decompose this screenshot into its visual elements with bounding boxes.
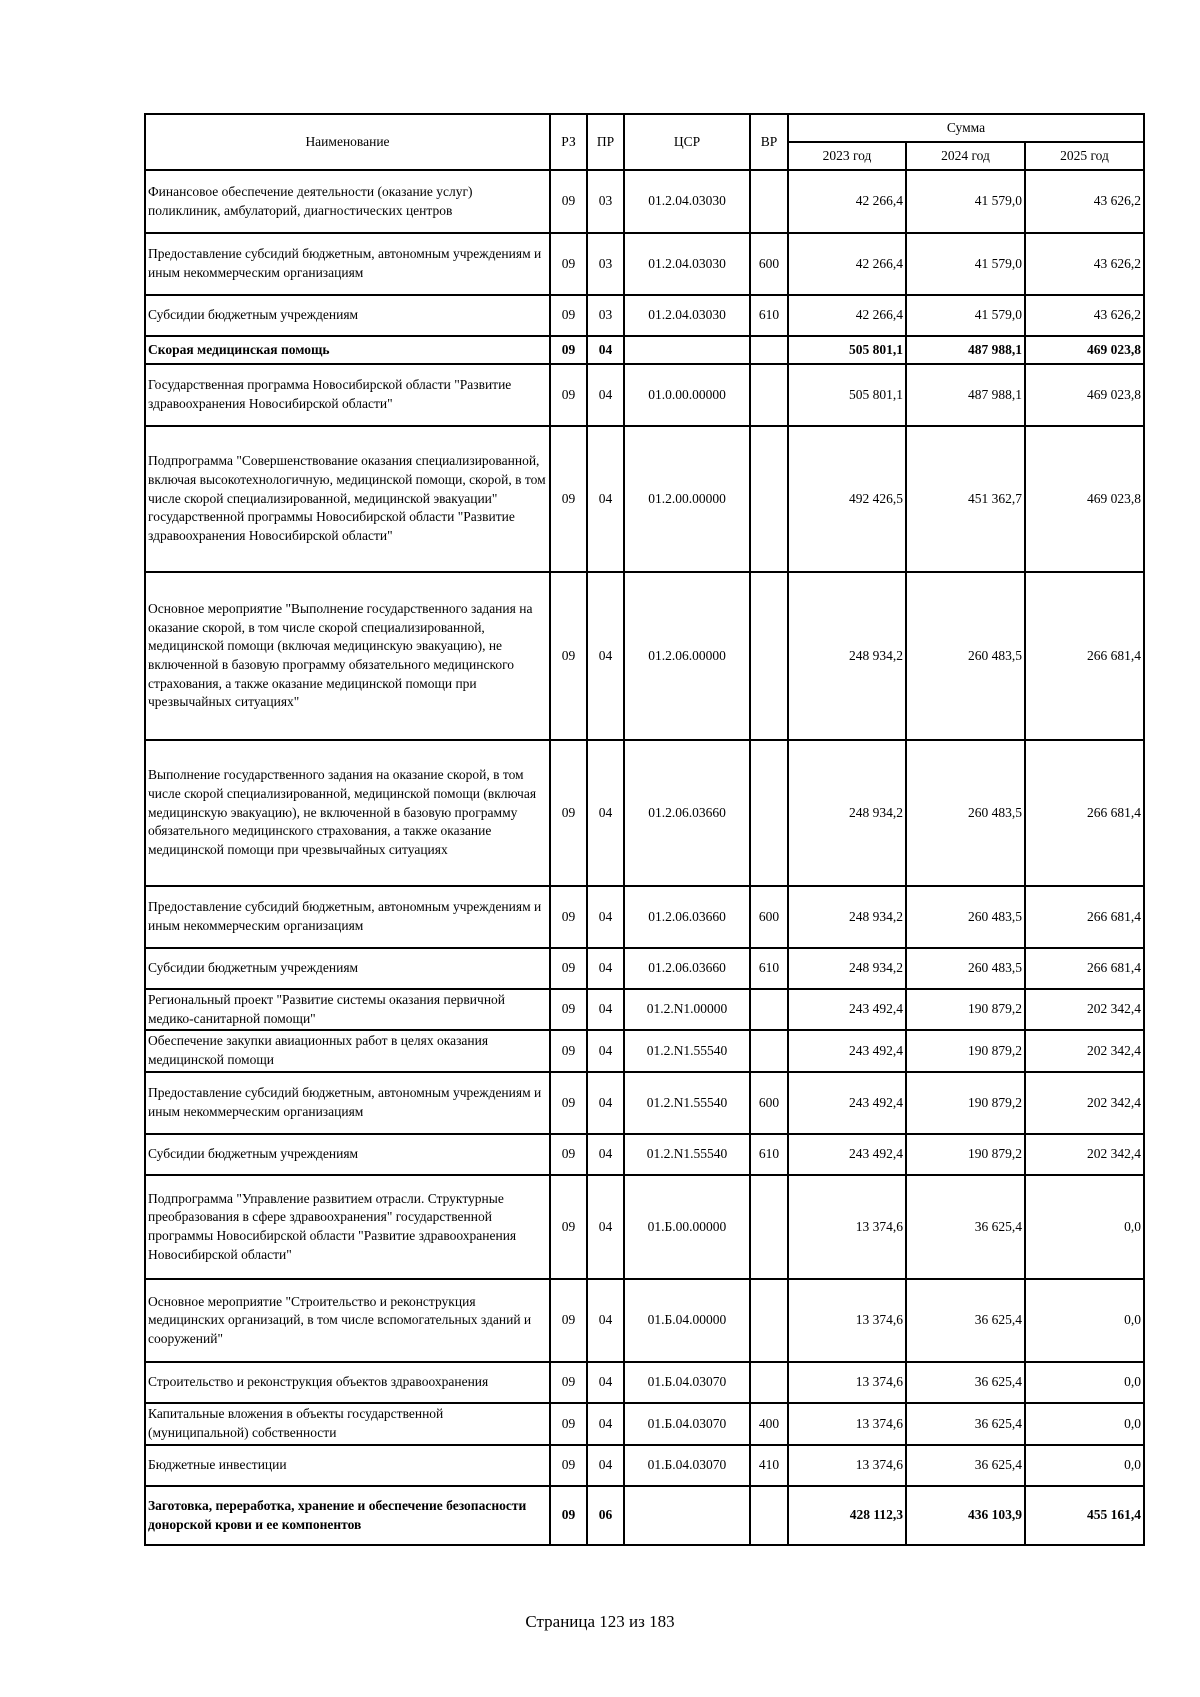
cell-csr: 01.2.04.03030 <box>624 295 750 336</box>
cell-2023: 428 112,3 <box>788 1486 906 1545</box>
cell-pr: 03 <box>587 233 624 295</box>
cell-vr: 610 <box>750 295 788 336</box>
cell-2023: 248 934,2 <box>788 886 906 948</box>
cell-name: Обеспечение закупки авиационных работ в целях оказания медицинской помощи <box>145 1030 550 1072</box>
cell-vr <box>750 1486 788 1545</box>
cell-csr: 01.Б.04.03070 <box>624 1403 750 1445</box>
cell-2025: 43 626,2 <box>1025 170 1144 233</box>
cell-csr: 01.Б.04.03070 <box>624 1445 750 1486</box>
table-row <box>145 886 1144 948</box>
cell-name: Основное мероприятие "Строительство и реконструкция медицинских организаций, в том числе вспомогательных зданий и сооружений" <box>145 1279 550 1362</box>
cell-name: Основное мероприятие "Выполнение государственного задания на оказание скорой, в том числе скорой специализированной, медицинской помощи (включая медицинскую эвакуацию), не включенной в базовую программу обязательного медицинского страхования, а также оказание медицинской помощи при чрезвычайных ситуациях" <box>145 572 550 740</box>
cell-csr: 01.2.00.00000 <box>624 426 750 572</box>
cell-csr: 01.2.06.03660 <box>624 948 750 989</box>
cell-2024: 36 625,4 <box>906 1445 1025 1486</box>
table-row <box>145 233 1144 295</box>
table-row <box>145 364 1144 426</box>
cell-2024: 190 879,2 <box>906 1134 1025 1175</box>
cell-pr: 04 <box>587 1362 624 1403</box>
cell-2024: 260 483,5 <box>906 948 1025 989</box>
cell-2025: 0,0 <box>1025 1403 1144 1445</box>
table-row <box>145 572 1144 740</box>
cell-2023: 243 492,4 <box>788 989 906 1030</box>
cell-rz: 09 <box>550 1072 587 1134</box>
cell-pr: 04 <box>587 1175 624 1279</box>
cell-vr <box>750 1030 788 1072</box>
header-vr: ВР <box>750 114 788 170</box>
table-row <box>145 295 1144 336</box>
cell-pr: 04 <box>587 364 624 426</box>
cell-2023: 13 374,6 <box>788 1362 906 1403</box>
table-row <box>145 948 1144 989</box>
cell-2024: 190 879,2 <box>906 1072 1025 1134</box>
cell-name: Строительство и реконструкция объектов здравоохранения <box>145 1362 550 1403</box>
cell-2025: 202 342,4 <box>1025 989 1144 1030</box>
table-body <box>145 170 1144 1545</box>
cell-name: Субсидии бюджетным учреждениям <box>145 295 550 336</box>
cell-vr <box>750 740 788 886</box>
table-row <box>145 1134 1144 1175</box>
cell-pr: 04 <box>587 886 624 948</box>
header-name: Наименование <box>145 114 550 170</box>
cell-2025: 469 023,8 <box>1025 364 1144 426</box>
cell-2024: 260 483,5 <box>906 572 1025 740</box>
cell-csr: 01.2.N1.55540 <box>624 1030 750 1072</box>
cell-pr: 04 <box>587 1279 624 1362</box>
table-row <box>145 1030 1144 1072</box>
cell-vr: 410 <box>750 1445 788 1486</box>
cell-csr: 01.2.N1.55540 <box>624 1072 750 1134</box>
cell-rz: 09 <box>550 336 587 364</box>
cell-2025: 266 681,4 <box>1025 886 1144 948</box>
table-row <box>145 1072 1144 1134</box>
table-row <box>145 740 1144 886</box>
cell-name: Предоставление субсидий бюджетным, автономным учреждениям и иным некоммерческим организациям <box>145 1072 550 1134</box>
cell-name: Капитальные вложения в объекты государственной (муниципальной) собственности <box>145 1403 550 1445</box>
cell-2023: 13 374,6 <box>788 1445 906 1486</box>
cell-2023: 505 801,1 <box>788 364 906 426</box>
cell-name: Государственная программа Новосибирской области "Развитие здравоохранения Новосибирской области" <box>145 364 550 426</box>
cell-2023: 243 492,4 <box>788 1134 906 1175</box>
cell-vr: 610 <box>750 1134 788 1175</box>
cell-name: Региональный проект "Развитие системы оказания первичной медико-санитарной помощи" <box>145 989 550 1030</box>
cell-2025: 455 161,4 <box>1025 1486 1144 1545</box>
cell-2023: 248 934,2 <box>788 740 906 886</box>
cell-2023: 248 934,2 <box>788 572 906 740</box>
cell-2023: 13 374,6 <box>788 1175 906 1279</box>
table-row <box>145 1362 1144 1403</box>
cell-pr: 04 <box>587 1072 624 1134</box>
cell-vr: 400 <box>750 1403 788 1445</box>
cell-rz: 09 <box>550 1279 587 1362</box>
cell-2024: 41 579,0 <box>906 170 1025 233</box>
cell-csr: 01.0.00.00000 <box>624 364 750 426</box>
cell-vr <box>750 572 788 740</box>
cell-rz: 09 <box>550 426 587 572</box>
cell-pr: 04 <box>587 572 624 740</box>
cell-csr: 01.2.06.03660 <box>624 886 750 948</box>
cell-2025: 266 681,4 <box>1025 572 1144 740</box>
cell-csr: 01.2.06.00000 <box>624 572 750 740</box>
cell-vr <box>750 1175 788 1279</box>
header-sum: Сумма <box>788 114 1144 142</box>
cell-2024: 36 625,4 <box>906 1362 1025 1403</box>
cell-csr: 01.2.04.03030 <box>624 233 750 295</box>
cell-pr: 03 <box>587 170 624 233</box>
cell-csr: 01.2.N1.55540 <box>624 1134 750 1175</box>
cell-name: Выполнение государственного задания на оказание скорой, в том числе скорой специализированной, медицинской помощи (включая медицинскую эвакуацию), не включенной в базовую программу обязательного медицинского страхования, а также оказание медицинской помощи при чрезвычайных ситуациях <box>145 740 550 886</box>
cell-name: Субсидии бюджетным учреждениям <box>145 948 550 989</box>
cell-2025: 0,0 <box>1025 1445 1144 1486</box>
cell-rz: 09 <box>550 170 587 233</box>
cell-2025: 266 681,4 <box>1025 948 1144 989</box>
table-row <box>145 336 1144 364</box>
cell-name: Предоставление субсидий бюджетным, автономным учреждениям и иным некоммерческим организациям <box>145 886 550 948</box>
cell-2024: 41 579,0 <box>906 233 1025 295</box>
cell-rz: 09 <box>550 948 587 989</box>
cell-2025: 0,0 <box>1025 1175 1144 1279</box>
cell-pr: 03 <box>587 295 624 336</box>
cell-2024: 487 988,1 <box>906 364 1025 426</box>
page-number: Страница 123 из 183 <box>525 1612 675 1631</box>
cell-name: Бюджетные инвестиции <box>145 1445 550 1486</box>
header-2025: 2025 год <box>1025 142 1144 170</box>
cell-2023: 248 934,2 <box>788 948 906 989</box>
header-2023: 2023 год <box>788 142 906 170</box>
cell-csr: 01.Б.00.00000 <box>624 1175 750 1279</box>
cell-name: Субсидии бюджетным учреждениям <box>145 1134 550 1175</box>
cell-2025: 43 626,2 <box>1025 233 1144 295</box>
table-row <box>145 1486 1144 1545</box>
cell-2025: 0,0 <box>1025 1279 1144 1362</box>
cell-csr: 01.Б.04.00000 <box>624 1279 750 1362</box>
cell-rz: 09 <box>550 1134 587 1175</box>
cell-2023: 243 492,4 <box>788 1072 906 1134</box>
cell-vr: 600 <box>750 1072 788 1134</box>
table-row <box>145 1403 1144 1445</box>
cell-name: Подпрограмма "Совершенствование оказания специализированной, включая высокотехнологичную, медицинской помощи, скорой, в том числе скорой специализированной, медицинской эвакуации" государственной программы Новосибирской области "Развитие здравоохранения Новосибирской области" <box>145 426 550 572</box>
cell-2024: 36 625,4 <box>906 1403 1025 1445</box>
cell-2025: 0,0 <box>1025 1362 1144 1403</box>
cell-rz: 09 <box>550 1486 587 1545</box>
budget-table <box>144 113 1145 1546</box>
cell-2025: 43 626,2 <box>1025 295 1144 336</box>
cell-2023: 13 374,6 <box>788 1279 906 1362</box>
cell-pr: 06 <box>587 1486 624 1545</box>
cell-name: Подпрограмма "Управление развитием отрасли. Структурные преобразования в сфере здравоохранения" государственной программы Новосибирской области "Развитие здравоохранения Новосибирской области" <box>145 1175 550 1279</box>
cell-name: Скорая медицинская помощь <box>145 336 550 364</box>
cell-vr <box>750 170 788 233</box>
cell-2023: 505 801,1 <box>788 336 906 364</box>
cell-2023: 42 266,4 <box>788 233 906 295</box>
table-row <box>145 989 1144 1030</box>
header-2024: 2024 год <box>906 142 1025 170</box>
cell-pr: 04 <box>587 1030 624 1072</box>
cell-csr: 01.Б.04.03070 <box>624 1362 750 1403</box>
cell-csr: 01.2.04.03030 <box>624 170 750 233</box>
cell-2023: 13 374,6 <box>788 1403 906 1445</box>
header-rz: РЗ <box>550 114 587 170</box>
cell-2025: 469 023,8 <box>1025 336 1144 364</box>
cell-rz: 09 <box>550 233 587 295</box>
cell-rz: 09 <box>550 886 587 948</box>
table-row <box>145 1175 1144 1279</box>
cell-2025: 469 023,8 <box>1025 426 1144 572</box>
cell-2025: 202 342,4 <box>1025 1134 1144 1175</box>
cell-2024: 190 879,2 <box>906 1030 1025 1072</box>
cell-rz: 09 <box>550 1030 587 1072</box>
cell-2025: 266 681,4 <box>1025 740 1144 886</box>
cell-vr <box>750 989 788 1030</box>
header-csr: ЦСР <box>624 114 750 170</box>
cell-2024: 36 625,4 <box>906 1175 1025 1279</box>
cell-2024: 260 483,5 <box>906 740 1025 886</box>
cell-vr <box>750 1362 788 1403</box>
cell-pr: 04 <box>587 948 624 989</box>
cell-name: Финансовое обеспечение деятельности (оказание услуг) поликлиник, амбулаторий, диагностических центров <box>145 170 550 233</box>
cell-vr <box>750 336 788 364</box>
cell-2024: 36 625,4 <box>906 1279 1025 1362</box>
cell-2024: 487 988,1 <box>906 336 1025 364</box>
cell-csr: 01.2.N1.00000 <box>624 989 750 1030</box>
cell-rz: 09 <box>550 295 587 336</box>
cell-vr <box>750 426 788 572</box>
table-row <box>145 1445 1144 1486</box>
cell-vr: 600 <box>750 233 788 295</box>
cell-vr <box>750 1279 788 1362</box>
cell-vr: 600 <box>750 886 788 948</box>
cell-rz: 09 <box>550 572 587 740</box>
cell-2025: 202 342,4 <box>1025 1072 1144 1134</box>
cell-rz: 09 <box>550 1175 587 1279</box>
cell-pr: 04 <box>587 1445 624 1486</box>
cell-2024: 451 362,7 <box>906 426 1025 572</box>
table-row <box>145 170 1144 233</box>
cell-2024: 436 103,9 <box>906 1486 1025 1545</box>
cell-2023: 42 266,4 <box>788 170 906 233</box>
cell-pr: 04 <box>587 336 624 364</box>
header-pr: ПР <box>587 114 624 170</box>
cell-pr: 04 <box>587 426 624 572</box>
cell-pr: 04 <box>587 989 624 1030</box>
cell-2023: 492 426,5 <box>788 426 906 572</box>
cell-vr <box>750 364 788 426</box>
cell-rz: 09 <box>550 1445 587 1486</box>
cell-pr: 04 <box>587 740 624 886</box>
cell-2023: 243 492,4 <box>788 1030 906 1072</box>
cell-rz: 09 <box>550 1403 587 1445</box>
cell-2024: 41 579,0 <box>906 295 1025 336</box>
cell-vr: 610 <box>750 948 788 989</box>
cell-rz: 09 <box>550 364 587 426</box>
cell-name: Заготовка, переработка, хранение и обеспечение безопасности донорской крови и ее компонентов <box>145 1486 550 1545</box>
cell-rz: 09 <box>550 740 587 886</box>
cell-rz: 09 <box>550 1362 587 1403</box>
cell-csr <box>624 336 750 364</box>
cell-rz: 09 <box>550 989 587 1030</box>
cell-2024: 190 879,2 <box>906 989 1025 1030</box>
cell-csr: 01.2.06.03660 <box>624 740 750 886</box>
cell-csr <box>624 1486 750 1545</box>
cell-2024: 260 483,5 <box>906 886 1025 948</box>
cell-pr: 04 <box>587 1403 624 1445</box>
table-row <box>145 426 1144 572</box>
cell-2023: 42 266,4 <box>788 295 906 336</box>
cell-pr: 04 <box>587 1134 624 1175</box>
table-row <box>145 1279 1144 1362</box>
cell-2025: 202 342,4 <box>1025 1030 1144 1072</box>
cell-name: Предоставление субсидий бюджетным, автономным учреждениям и иным некоммерческим организациям <box>145 233 550 295</box>
